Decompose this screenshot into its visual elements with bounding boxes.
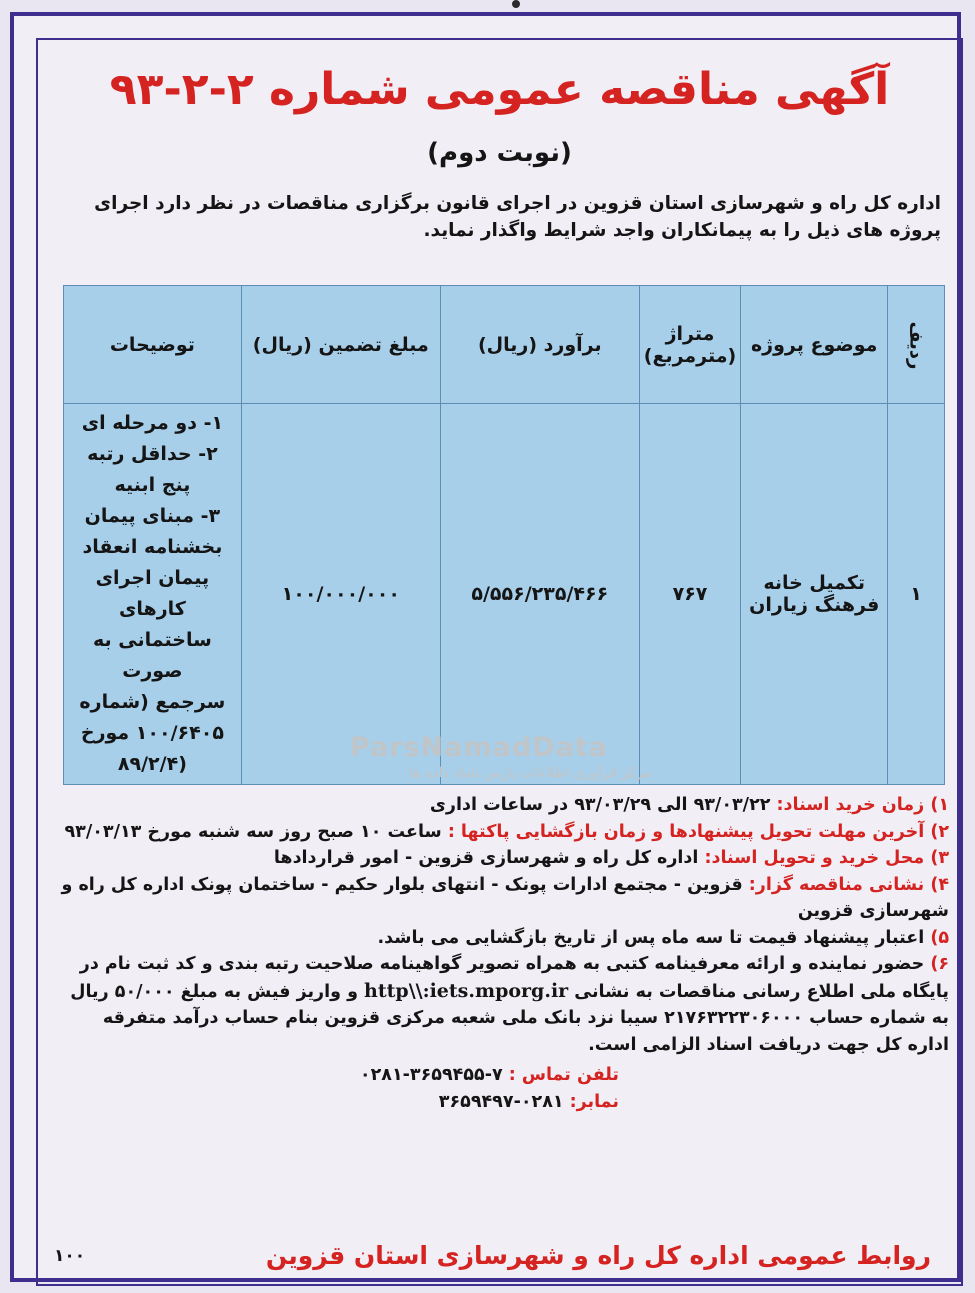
item-text: حضور نماینده و ارائه معرفینامه کتبی به همراه تصویر گواهینامه صلاحیت رتبه بندی و کد ثبت نام در پایگاه ملی اطلاع رسانی مناقصات به نشانی: [79, 954, 949, 1002]
notes-line: ۱۰۰/۶۴۰۵ مورخ: [80, 722, 224, 744]
item-text-continued: و واریز فیش به مبلغ ۵۰/۰۰۰ ریال به شماره حساب ۲۱۷۶۳۲۲۳۰۶۰۰۰ سیبا نزد بانک ملی شعبه مرکزی قزوین بنام حساب درآمد متفرقه اداره کل جهت دریافت اسناد الزامی است.: [70, 981, 949, 1055]
table-header-row: [64, 286, 945, 404]
item-text: ۹۳/۰۳/۲۲ الی ۹۳/۰۳/۲۹ در ساعات اداری: [429, 795, 771, 815]
list-item: [59, 951, 949, 1058]
ad-subtitle: (نوبت دوم): [427, 138, 572, 168]
notes-line: ساختمانی به صورت: [93, 629, 212, 682]
conditions-list: [59, 792, 949, 1115]
notes-line: پیمان اجرای کارهای: [95, 567, 210, 620]
item-label: محل خرید و تحویل اسناد:: [704, 848, 925, 868]
header-rownum: ردیف: [888, 286, 945, 404]
item-label: زمان خرید اسناد:: [776, 795, 925, 815]
list-item: [59, 872, 949, 925]
notes-line: سرجمع (شماره: [79, 691, 226, 713]
phone-label: تلفن تماس :: [508, 1065, 619, 1085]
item-label: نشانی مناقصه گزار:: [748, 874, 925, 895]
cell-subject: تکمیل خانه فرهنگ زیاران: [741, 404, 888, 785]
list-item: [59, 925, 949, 952]
header-notes: توضیحات: [64, 286, 242, 404]
notes-line: ۳- مبنای پیمان: [84, 505, 221, 527]
notes-line: پنج ابنیه: [114, 474, 191, 496]
notes-line: بخشنامه انعقاد: [82, 536, 223, 558]
tender-table: [63, 285, 945, 785]
punch-hole: [512, 0, 520, 8]
item-number: ۴): [930, 874, 949, 895]
list-item: [59, 819, 949, 846]
phone-number: ۷-۳۶۵۹۴۵۵-۰۲۸۱: [359, 1065, 503, 1085]
header-subject: موضوع پروژه: [741, 286, 888, 404]
ad-title: آگهی مناقصه عمومی شماره ۲-۲-۹۳: [109, 64, 890, 115]
table-row: [64, 404, 945, 785]
item-text: اعتبار پیشنهاد قیمت تا سه ماه پس از تاریخ بازگشایی می باشد.: [377, 927, 925, 948]
list-item: [59, 845, 949, 872]
cell-estimate: ۵/۵۵۶/۲۳۵/۴۶۶: [440, 404, 639, 785]
ad-footer: روابط عمومی اداره کل راه و شهرسازی استان قزوین: [265, 1241, 931, 1270]
ad-intro: اداره کل راه و شهرسازی استان قزوین در اجرای قانون برگزاری مناقصات در نظر دارد اجرای پروژه های ذیل را به پیمانکاران واجد شرایط واگذار نماید.: [94, 193, 941, 241]
page-number: ۱۰۰: [54, 1246, 86, 1266]
cell-guarantee: ۱۰۰/۰۰۰/۰۰۰: [241, 404, 440, 785]
ad-outer-frame: [10, 12, 961, 1282]
contact-block: [59, 1062, 949, 1115]
phone-line: [59, 1062, 949, 1089]
item-text: ساعت ۱۰ صبح روز سه شنبه مورخ ۹۳/۰۳/۱۳: [64, 821, 442, 842]
header-area: متراژ (مترمربع): [639, 286, 740, 404]
item-text: اداره کل راه و شهرسازی قزوین - امور قراردادها: [273, 848, 699, 868]
ad-inner-frame: [36, 38, 963, 1286]
item-number: ۲): [930, 821, 949, 842]
item-text: قزوین - مجتمع ادارات پونک - انتهای بلوار حکیم - ساختمان پونک اداره کل راه و شهرسازی قزوین: [61, 874, 949, 921]
notes-line: ۲- حداقل رتبه: [87, 443, 218, 465]
list-item: [59, 792, 949, 819]
header-guarantee: مبلغ تضمین (ریال): [241, 286, 440, 404]
watermark-text: ParsNamadData: [350, 732, 608, 763]
cell-area: ۷۶۷: [639, 404, 740, 785]
cell-notes: [64, 404, 242, 785]
item-label: آخرین مهلت تحویل پیشنهادها و زمان بازگشایی پاکتها :: [447, 821, 925, 842]
item-number: ۵): [930, 927, 949, 948]
cell-rownum: ۱: [888, 404, 945, 785]
notes-line: ۱- دو مرحله ای: [81, 412, 224, 434]
item-number: ۳): [930, 848, 949, 868]
notes-line: (۸۹/۲/۴: [117, 753, 187, 775]
watermark-subtext: مرکز فرآوری اطلاعات پارس ناماد داده ها: [409, 765, 651, 781]
fax-number: ۰۲۸۱-۳۶۵۹۴۹۷: [438, 1091, 564, 1112]
header-estimate: برآورد (ریال): [440, 286, 639, 404]
fax-label: نمابر:: [569, 1091, 619, 1112]
tender-portal-link[interactable]: http\\:iets.mporg.ir: [364, 979, 569, 1002]
fax-line: [59, 1089, 949, 1116]
item-number: ۱): [930, 795, 949, 815]
item-number: ۶): [930, 954, 949, 974]
